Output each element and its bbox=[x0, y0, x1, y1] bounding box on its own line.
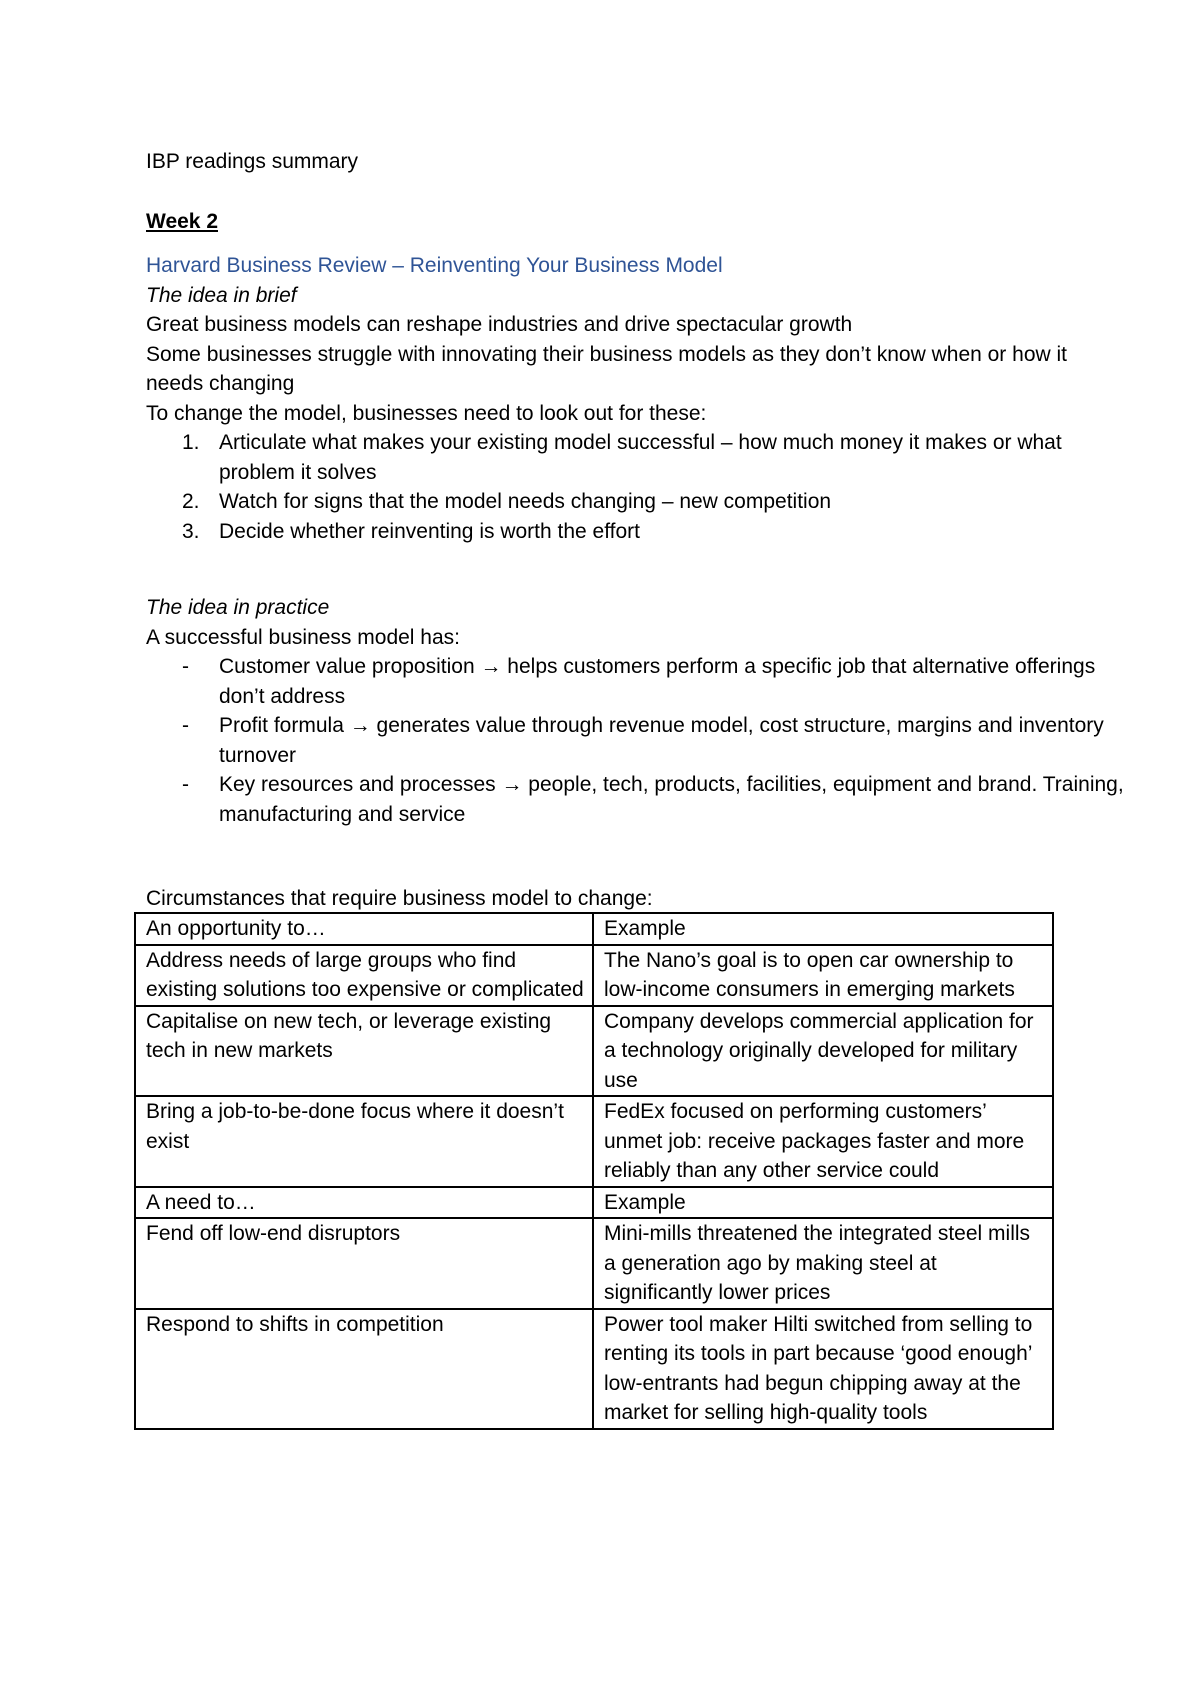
list-item bbox=[146, 652, 1136, 711]
list-marker: - bbox=[182, 714, 189, 737]
list-item-text: Watch for signs that the model needs changing – new competition bbox=[219, 490, 832, 513]
table-row bbox=[135, 1218, 1053, 1309]
document-title: IBP readings summary bbox=[146, 150, 359, 173]
table-cell: Example bbox=[593, 913, 1053, 945]
table-cell: Bring a job-to-be-done focus where it doesn’t exist bbox=[135, 1096, 593, 1187]
brief-line: To change the model, businesses need to look out for these: bbox=[146, 401, 707, 425]
table-cell: Mini-mills threatened the integrated steel mills a generation ago by making steel at significantly lower prices bbox=[593, 1218, 1053, 1309]
list-item-text: Decide whether reinventing is worth the effort bbox=[219, 519, 641, 543]
table-cell: Capitalise on new tech, or leverage existing tech in new markets bbox=[135, 1006, 593, 1097]
brief-line: Great business models can reshape industries and drive spectacular growth bbox=[146, 313, 853, 336]
table-cell: Address needs of large groups who find existing solutions too expensive or complicated bbox=[135, 945, 593, 1006]
list-marker: - bbox=[182, 773, 189, 796]
list-item-text: Profit formula → generates value through revenue model, cost structure, margins and inventory turnover bbox=[219, 714, 1104, 767]
week-heading: Week 2 bbox=[146, 209, 218, 233]
table-cell: Company develops commercial application for a technology originally developed for military use bbox=[593, 1006, 1053, 1097]
table-caption: Circumstances that require business model to change: bbox=[146, 887, 653, 910]
list-item-text: Articulate what makes your existing model successful – how much money it makes or what problem it solves bbox=[219, 431, 1062, 484]
table-cell: An opportunity to… bbox=[135, 913, 593, 945]
numbered-list bbox=[146, 428, 1066, 546]
table-cell: The Nano’s goal is to open car ownership to low-income consumers in emerging markets bbox=[593, 945, 1053, 1006]
list-marker: 3. bbox=[182, 519, 200, 543]
list-marker: - bbox=[182, 655, 189, 678]
table-cell: Example bbox=[593, 1187, 1053, 1219]
practice-label: The idea in practice bbox=[146, 596, 330, 619]
circumstances-table bbox=[134, 912, 1054, 1430]
table-row bbox=[135, 1187, 1053, 1219]
table-cell: Power tool maker Hilti switched from selling to renting its tools in part because ‘good enough’ low-entrants had begun chipping away at the market for selling high-quality tools bbox=[593, 1309, 1053, 1429]
table-row bbox=[135, 913, 1053, 945]
table-row bbox=[135, 1096, 1053, 1187]
list-item bbox=[146, 517, 1136, 547]
brief-label: The idea in brief bbox=[146, 283, 297, 307]
table-cell: A need to… bbox=[135, 1187, 593, 1219]
table-cell: Respond to shifts in competition bbox=[135, 1309, 593, 1429]
practice-intro: A successful business model has: bbox=[146, 625, 460, 649]
list-marker: 1. bbox=[182, 431, 200, 454]
table-cell: FedEx focused on performing customers’ unmet job: receive packages faster and more reliably than any other service could bbox=[593, 1096, 1053, 1187]
article-heading: Harvard Business Review – Reinventing Your Business Model bbox=[146, 254, 723, 277]
list-item bbox=[146, 487, 1136, 517]
brief-line: Some businesses struggle with innovating their business models as they don’t know when or how it needs changing bbox=[146, 342, 1067, 395]
list-item bbox=[146, 428, 1136, 487]
document-body bbox=[146, 147, 1124, 829]
bullet-list bbox=[146, 652, 1124, 829]
table-row bbox=[135, 1309, 1053, 1429]
table-row bbox=[135, 945, 1053, 1006]
list-marker: 2. bbox=[182, 490, 200, 513]
list-item bbox=[146, 711, 1136, 770]
list-item bbox=[146, 770, 1136, 829]
list-item-text: Key resources and processes → people, tech, products, facilities, equipment and brand. Training, manufacturing and service bbox=[219, 773, 1124, 826]
table-row bbox=[135, 1006, 1053, 1097]
table-cell: Fend off low-end disruptors bbox=[135, 1218, 593, 1309]
list-item-text: Customer value proposition → helps customers perform a specific job that alternative offerings don’t address bbox=[219, 655, 1096, 708]
